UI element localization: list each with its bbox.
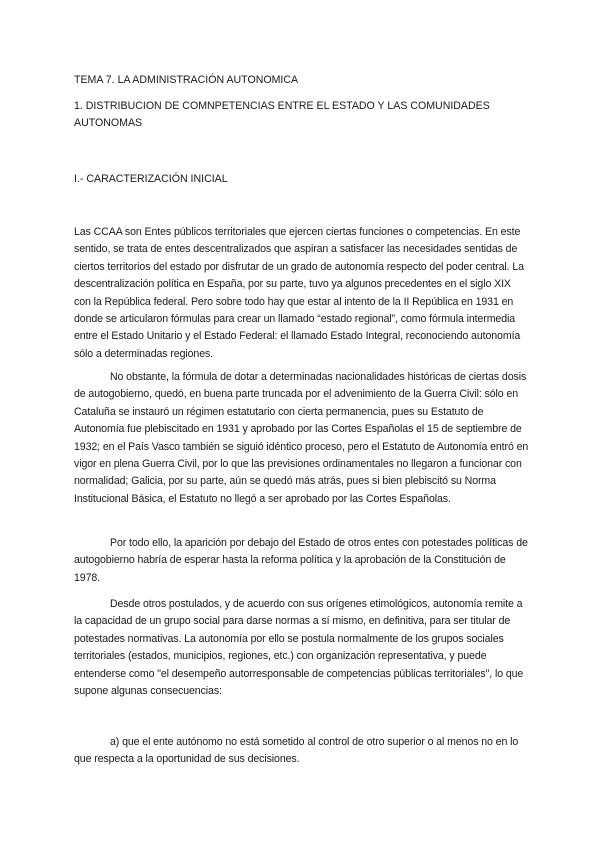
document-title: TEMA 7. LA ADMINISTRACIÓN AUTONOMICA <box>74 74 299 86</box>
paragraph: Las CCAA son Entes públicos territoriales que ejercen ciertas funciones o competencias. En este sentido, se trata de entes descentralizados que aspiran a satisfacer las necesidades sentidas de ciertos territorios del estado por disfrutar de un grado de autonomía respecto del poder central. La descentralización política en España, por su parte, tuvo ya algunos precedentes en el siglo XIX con la República federal. Pero sobre todo hay que estar al intento de la II República en 1931 en donde se articularon fórmulas para crear un llamado “estado regional”, como fórmula intermedia entre el Estado Unitario y el Estado Federal: el llamado Estado Integral, reconociendo autonomía sólo a determinadas regiones. <box>74 226 524 360</box>
section-heading: 1. DISTRIBUCION DE COMNPETENCIAS ENTRE EL ESTADO Y LAS COMUNIDADES AUTONOMAS <box>74 100 490 130</box>
paragraph: Por todo ello, la aparición por debajo del Estado de otros entes con potestades políticas de autogobierno habría de esperar hasta la reforma política y la aprobación de la Constitución de 1978. <box>74 537 528 584</box>
paragraph: Desde otros postulados, y de acuerdo con sus orígenes etimológicos, autonomía remite a la capacidad de un grupo social para darse normas a sí mismo, en definitiva, para ser titular de potestades normativas. La autonomía por ello se postula normalmente de los grupos sociales territoriales (estados, municipios, regiones, etc.) con organización representativa, y puede entenderse como "el desempeño autorresponsable de competencias públicas territoriales", lo que supone algunas consecuencias: <box>74 598 524 698</box>
list-item: a) que el ente autónomo no está sometido al control de otro superior o al menos no en lo que respecta a la oportunidad de sus decisiones. <box>74 736 519 766</box>
subsection-heading: I.- CARACTERIZACIÓN INICIAL <box>74 173 228 185</box>
paragraph: No obstante, la fórmula de dotar a determinadas nacionalidades históricas de ciertas dosis de autogobierno, quedó, en buena parte truncada por el advenimiento de la Guerra Civil: sólo en Cataluña se instauró un régimen estatutario con cierta permanencia, pues su Estatuto de Autonomía fue plebiscitado en 1931 y aprobado por las Cortes Españolas el 15 de septiembre de 1932; en el País Vasco también se siguió idéntico proceso, pero el Estatuto de Autonomía entró en vigor en plena Guerra Civil, por lo que las previsiones ordinamentales no llegaron a funcionar con normalidad; Galicia, por su parte, aún se quedó más atrás, pues si bien plebiscitó su Norma Institucional Básica, el Estatuto no llegó a ser aprobado por las Cortes Españolas. <box>74 371 529 505</box>
